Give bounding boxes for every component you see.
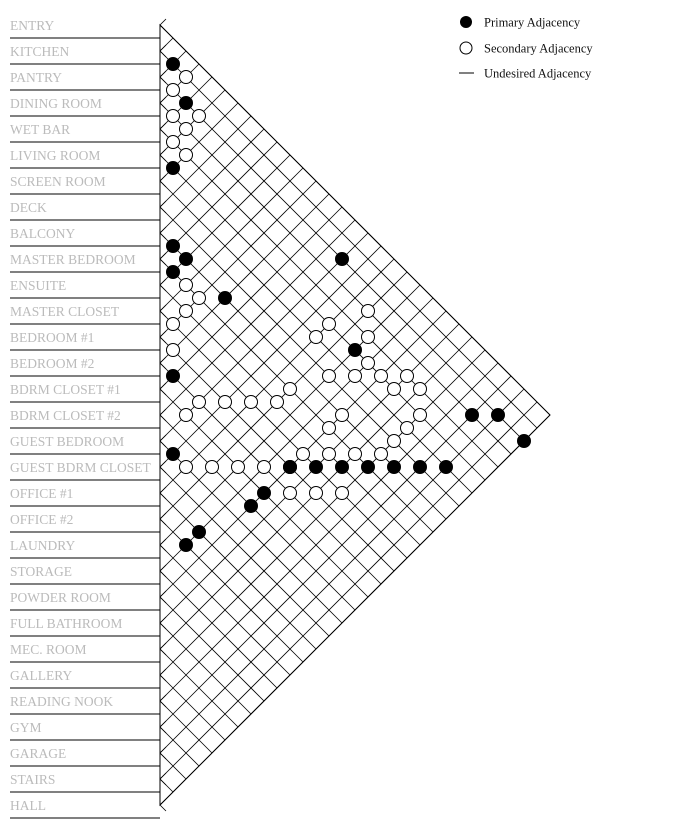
row-vertex — [160, 279, 166, 291]
secondary-adjacency-marker — [167, 110, 180, 123]
room-label: BDRM CLOSET #2 — [10, 408, 121, 423]
row-vertex — [160, 435, 166, 447]
secondary-adjacency-marker — [219, 396, 232, 409]
secondary-adjacency-marker — [388, 383, 401, 396]
secondary-adjacency-marker — [167, 344, 180, 357]
row-vertex — [160, 747, 166, 759]
room-label: BEDROOM #1 — [10, 330, 95, 345]
room-label: DINING ROOM — [10, 96, 102, 111]
grid-line — [160, 246, 381, 467]
room-label: LAUNDRY — [10, 538, 76, 553]
primary-adjacency-marker — [349, 344, 362, 357]
primary-adjacency-marker — [180, 253, 193, 266]
primary-adjacency-marker — [167, 162, 180, 175]
row-vertex — [160, 253, 166, 265]
room-label: KITCHEN — [10, 44, 70, 59]
row-vertex — [160, 617, 166, 629]
room-label: STORAGE — [10, 564, 73, 579]
grid-line — [160, 415, 355, 610]
secondary-adjacency-marker — [362, 305, 375, 318]
grid-line — [160, 207, 459, 506]
secondary-adjacency-marker — [258, 461, 271, 474]
grid-line — [160, 155, 485, 480]
room-label: SCREEN ROOM — [10, 174, 106, 189]
secondary-adjacency-marker — [414, 409, 427, 422]
secondary-adjacency-marker — [180, 279, 193, 292]
room-label: BEDROOM #2 — [10, 356, 95, 371]
room-label: BALCONY — [10, 226, 76, 241]
secondary-adjacency-marker — [401, 370, 414, 383]
row-vertex — [160, 721, 166, 733]
room-label: DECK — [10, 200, 47, 215]
secondary-adjacency-marker — [180, 71, 193, 84]
secondary-adjacency-marker — [323, 448, 336, 461]
secondary-adjacency-marker — [323, 370, 336, 383]
secondary-adjacency-marker — [284, 383, 297, 396]
row-vertex — [160, 201, 166, 213]
room-label: STAIRS — [10, 772, 56, 787]
row-vertex — [160, 19, 166, 31]
secondary-adjacency-marker — [336, 487, 349, 500]
room-label: OFFICE #1 — [10, 486, 74, 501]
room-label: OFFICE #2 — [10, 512, 74, 527]
room-label: READING NOOK — [10, 694, 114, 709]
secondary-adjacency-marker — [167, 318, 180, 331]
secondary-adjacency-marker — [180, 461, 193, 474]
secondary-adjacency-marker — [180, 305, 193, 318]
grid-line — [160, 402, 537, 779]
room-label: POWDER ROOM — [10, 590, 111, 605]
secondary-adjacency-marker — [375, 448, 388, 461]
primary-adjacency-marker — [362, 461, 375, 474]
row-vertex — [160, 45, 166, 57]
primary-adjacency-marker — [388, 461, 401, 474]
room-label: GARAGE — [10, 746, 67, 761]
secondary-adjacency-marker — [349, 370, 362, 383]
room-label: MASTER BEDROOM — [10, 252, 136, 267]
legend — [459, 16, 593, 81]
legend-secondary-label: Secondary Adjacency — [484, 41, 593, 56]
secondary-adjacency-marker — [362, 357, 375, 370]
grid-line — [160, 324, 459, 623]
grid-line — [160, 350, 485, 675]
row-vertex — [160, 227, 166, 239]
grid-line — [160, 103, 511, 454]
secondary-adjacency-marker — [414, 383, 427, 396]
primary-adjacency-marker — [310, 461, 323, 474]
row-vertex — [160, 799, 166, 811]
secondary-adjacency-marker — [180, 123, 193, 136]
room-label: ENSUITE — [10, 278, 67, 293]
primary-adjacency-marker — [336, 253, 349, 266]
room-label: GALLERY — [10, 668, 73, 683]
row-vertex — [160, 175, 166, 187]
legend-secondary-marker — [460, 42, 472, 54]
secondary-adjacency-marker — [232, 461, 245, 474]
secondary-adjacency-marker — [206, 461, 219, 474]
row-vertex — [160, 513, 166, 525]
secondary-adjacency-marker — [193, 110, 206, 123]
row-vertex — [160, 305, 166, 317]
secondary-adjacency-marker — [245, 396, 258, 409]
primary-adjacency-marker — [284, 461, 297, 474]
room-label: BDRM CLOSET #1 — [10, 382, 121, 397]
grid-line — [160, 363, 381, 584]
row-vertex — [160, 643, 166, 655]
secondary-adjacency-marker — [180, 149, 193, 162]
row-vertex — [160, 123, 166, 135]
grid-line — [160, 623, 251, 714]
grid-line — [160, 51, 537, 428]
room-label: GYM — [10, 720, 42, 735]
primary-adjacency-marker — [167, 448, 180, 461]
primary-adjacency-marker — [492, 409, 505, 422]
row-vertex — [160, 565, 166, 577]
primary-adjacency-marker — [193, 526, 206, 539]
room-label: FULL BATHROOM — [10, 616, 123, 631]
secondary-adjacency-marker — [193, 292, 206, 305]
secondary-adjacency-marker — [388, 435, 401, 448]
primary-adjacency-marker — [219, 292, 232, 305]
secondary-adjacency-marker — [310, 331, 323, 344]
primary-adjacency-marker — [180, 539, 193, 552]
primary-adjacency-marker — [440, 461, 453, 474]
legend-undesired-label: Undesired Adjacency — [484, 66, 592, 81]
row-vertex — [160, 539, 166, 551]
primary-adjacency-marker — [167, 240, 180, 253]
grid-line — [160, 220, 355, 415]
grid-line — [160, 571, 277, 688]
row-vertex — [160, 97, 166, 109]
primary-adjacency-marker — [180, 97, 193, 110]
secondary-adjacency-marker — [323, 422, 336, 435]
room-label: GUEST BEDROOM — [10, 434, 125, 449]
room-label: ENTRY — [10, 18, 55, 33]
row-vertex — [160, 695, 166, 707]
secondary-adjacency-marker — [323, 318, 336, 331]
secondary-adjacency-marker — [193, 396, 206, 409]
row-vertex — [160, 487, 166, 499]
room-label: GUEST BDRM CLOSET — [10, 460, 151, 475]
secondary-adjacency-marker — [167, 84, 180, 97]
secondary-adjacency-marker — [297, 448, 310, 461]
secondary-adjacency-marker — [336, 409, 349, 422]
primary-adjacency-marker — [466, 409, 479, 422]
primary-adjacency-marker — [167, 370, 180, 383]
room-label: LIVING ROOM — [10, 148, 101, 163]
secondary-adjacency-marker — [349, 448, 362, 461]
room-label: PANTRY — [10, 70, 63, 85]
secondary-adjacency-marker — [284, 487, 297, 500]
row-vertex — [160, 331, 166, 343]
row-vertex — [160, 409, 166, 421]
secondary-adjacency-marker — [362, 331, 375, 344]
primary-adjacency-marker — [414, 461, 427, 474]
room-label: HALL — [10, 798, 46, 813]
primary-adjacency-marker — [258, 487, 271, 500]
primary-adjacency-marker — [167, 58, 180, 71]
row-vertex — [160, 357, 166, 369]
grid-line — [160, 311, 407, 558]
row-vertex — [160, 461, 166, 473]
room-labels — [10, 18, 160, 818]
primary-adjacency-marker — [245, 500, 258, 513]
row-vertex — [160, 71, 166, 83]
primary-adjacency-marker — [167, 266, 180, 279]
secondary-adjacency-marker — [310, 487, 323, 500]
row-vertex — [160, 149, 166, 161]
room-label: MEC. ROOM — [10, 642, 87, 657]
primary-adjacency-marker — [336, 461, 349, 474]
primary-adjacency-marker — [518, 435, 531, 448]
secondary-adjacency-marker — [375, 370, 388, 383]
row-vertex — [160, 669, 166, 681]
grid-line — [160, 675, 225, 740]
legend-primary-marker — [460, 16, 472, 28]
row-vertex — [160, 383, 166, 395]
secondary-adjacency-marker — [180, 409, 193, 422]
row-vertex — [160, 773, 166, 785]
room-label: MASTER CLOSET — [10, 304, 120, 319]
legend-primary-label: Primary Adjacency — [484, 15, 581, 30]
secondary-adjacency-marker — [401, 422, 414, 435]
secondary-adjacency-marker — [271, 396, 284, 409]
secondary-adjacency-marker — [167, 136, 180, 149]
room-label: WET BAR — [10, 122, 71, 137]
row-vertex — [160, 591, 166, 603]
